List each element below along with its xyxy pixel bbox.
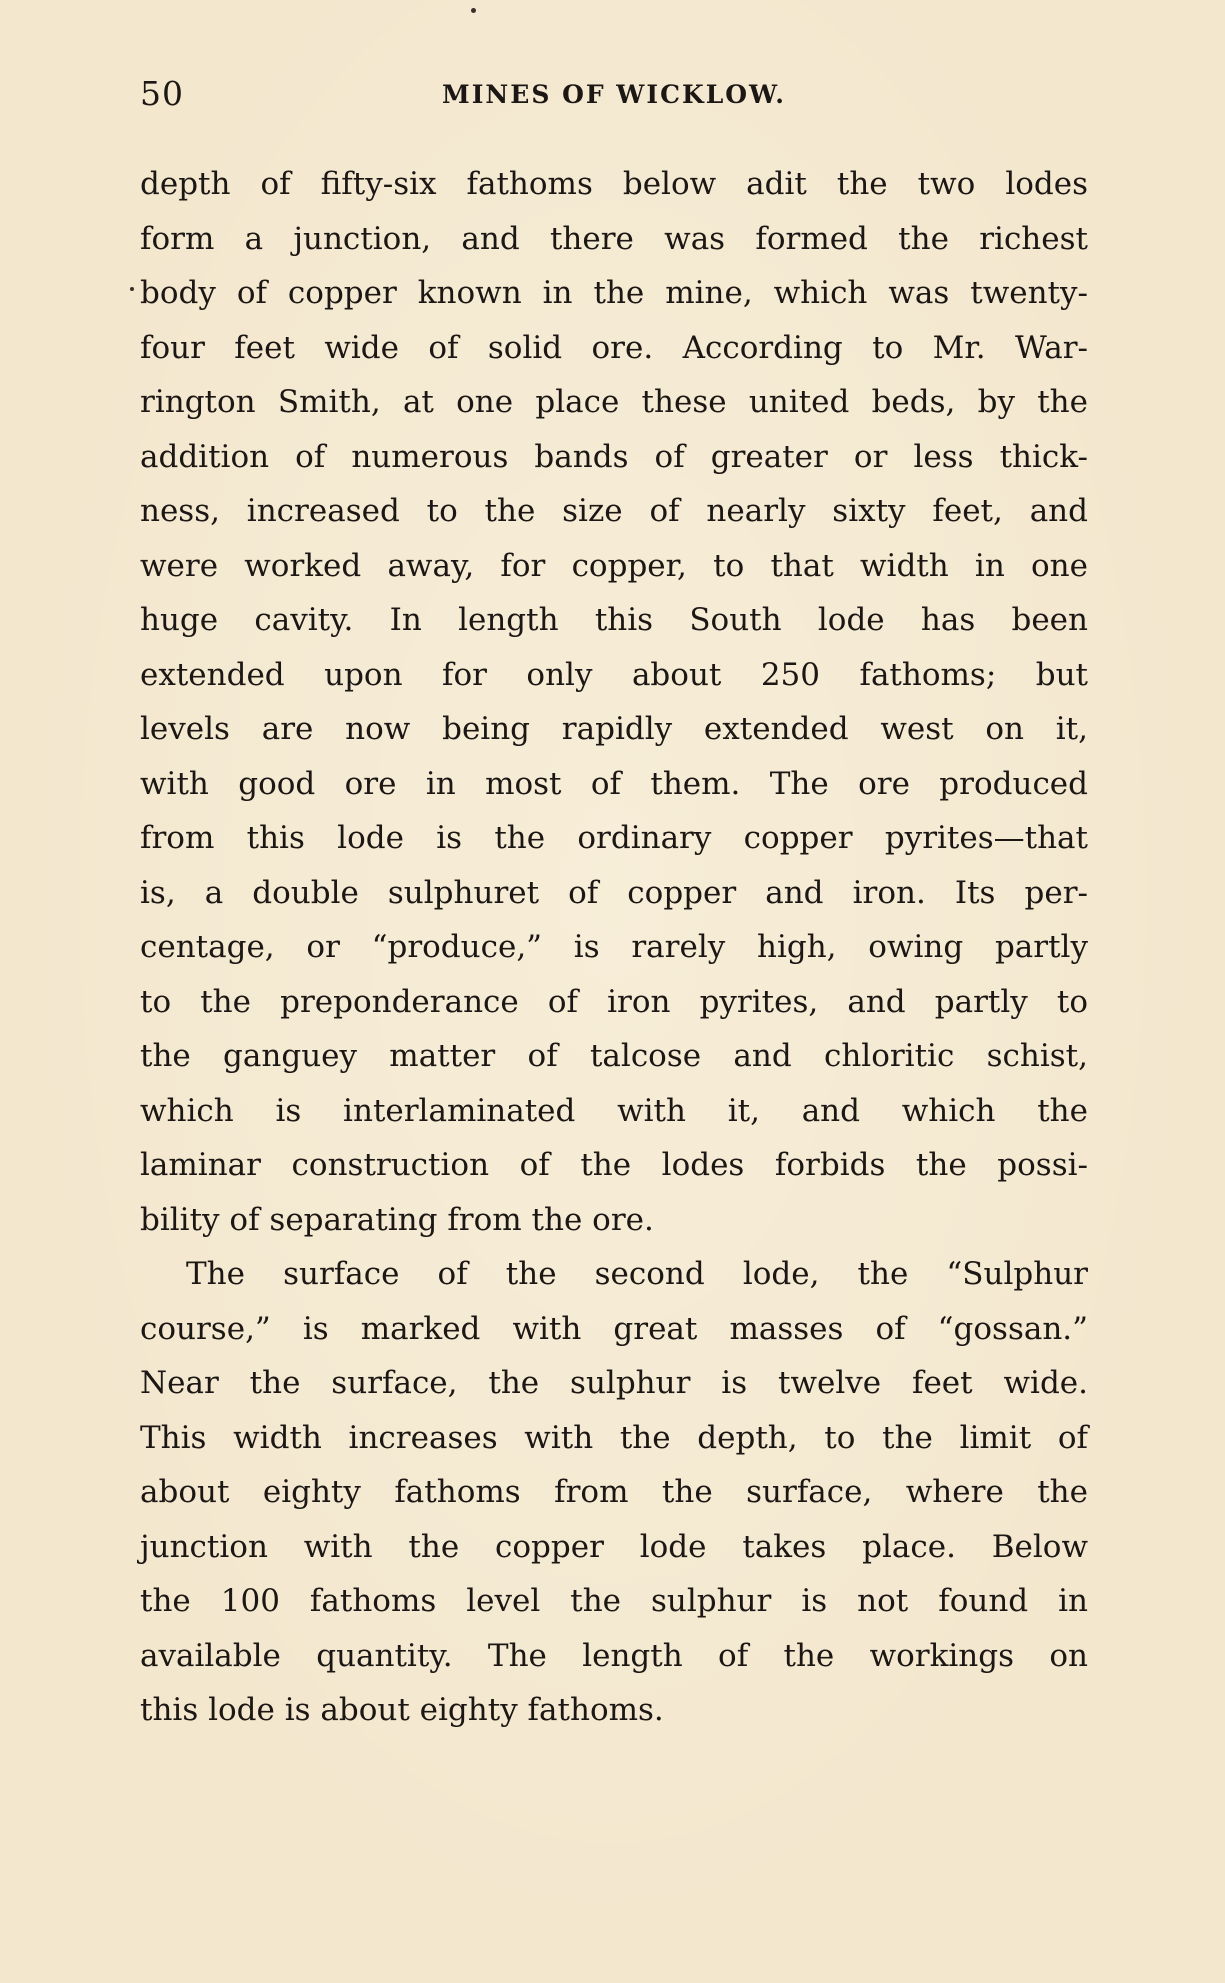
page-number: 50 bbox=[140, 74, 184, 113]
text-line: bility of separating from the ore. bbox=[140, 1201, 654, 1238]
text-line: depth of fifty-six fathoms below adit the two lodes bbox=[140, 166, 1088, 202]
text-line: available quantity. The length of the workings on bbox=[140, 1637, 1088, 1674]
text-line: This width increases with the depth, to the limit of bbox=[140, 1419, 1088, 1456]
ink-speck bbox=[471, 8, 476, 13]
text-line: levels are now being rapidly extended west on it, bbox=[140, 711, 1088, 747]
paragraph bbox=[140, 157, 1088, 1247]
text-line: huge cavity. In length this South lode has been bbox=[140, 602, 1088, 638]
text-line: extended upon for only about 250 fathoms; but bbox=[140, 656, 1088, 693]
text-line: addition of numerous bands of greater or less thick- bbox=[140, 438, 1088, 475]
running-head: MINES OF WICKLOW. bbox=[442, 80, 786, 109]
text-line: this lode is about eighty fathoms. bbox=[140, 1692, 664, 1728]
text-line: course,” is marked with great masses of “gossan.” bbox=[140, 1310, 1088, 1347]
text-line: from this lode is the ordinary copper pyrites—that bbox=[140, 820, 1088, 856]
text-line: about eighty fathoms from the surface, where the bbox=[140, 1474, 1088, 1510]
text-line: were worked away, for copper, to that width in one bbox=[140, 547, 1088, 584]
text-line: The surface of the second lode, the “Sulphur bbox=[186, 1256, 1088, 1292]
text-line: body of copper known in the mine, which was twenty- bbox=[140, 275, 1088, 311]
text-line: is, a double sulphuret of copper and iron. Its per- bbox=[140, 874, 1088, 911]
text-line: Near the surface, the sulphur is twelve feet wide. bbox=[140, 1365, 1088, 1401]
text-line: form a junction, and there was formed the richest bbox=[140, 220, 1088, 257]
text-line: which is interlaminated with it, and which the bbox=[140, 1092, 1088, 1129]
body-text bbox=[140, 157, 1088, 1738]
text-line: four feet wide of solid ore. According to Mr. War- bbox=[140, 329, 1088, 366]
paragraph bbox=[140, 1247, 1088, 1738]
text-line: rington Smith, at one place these united beds, by the bbox=[140, 384, 1088, 420]
text-line: centage, or “produce,” is rarely high, owing partly bbox=[140, 929, 1088, 965]
text-line: laminar construction of the lodes forbids the possi- bbox=[140, 1147, 1088, 1183]
text-line: junction with the copper lode takes place. Below bbox=[140, 1528, 1088, 1565]
text-line: ness, increased to the size of nearly sixty feet, and bbox=[140, 493, 1088, 529]
text-line: with good ore in most of them. The ore produced bbox=[140, 765, 1088, 802]
text-line: the ganguey matter of talcose and chloritic schist, bbox=[140, 1038, 1088, 1074]
ink-speck bbox=[130, 287, 134, 291]
text-line: to the preponderance of iron pyrites, and partly to bbox=[140, 983, 1088, 1020]
text-line: the 100 fathoms level the sulphur is not found in bbox=[140, 1583, 1088, 1619]
page-header bbox=[140, 74, 1088, 114]
